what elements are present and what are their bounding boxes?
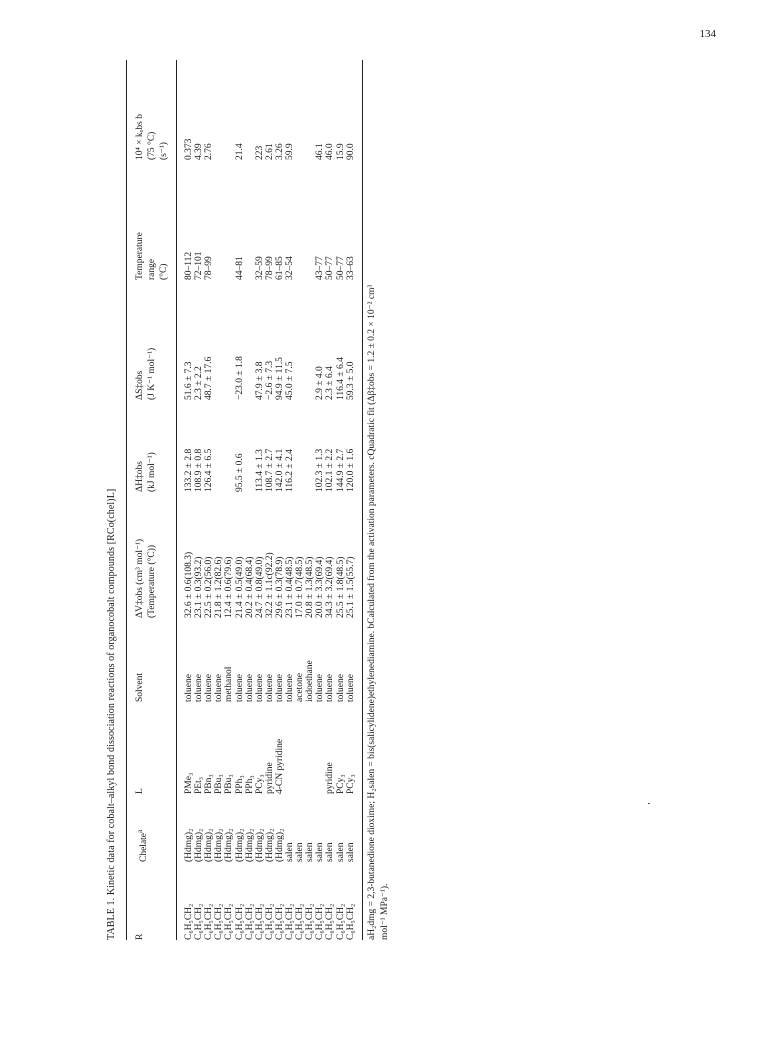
cell-k: 0.373 xyxy=(184,138,194,160)
cell-chelate: (Hdmg)₂ xyxy=(244,828,255,862)
cell-chelate: (Hdmg)₂ xyxy=(234,828,245,862)
cell-solvent: toluene xyxy=(244,674,255,702)
cell-l: PCy₃ xyxy=(335,774,346,794)
cell-l: pyridine xyxy=(325,762,336,794)
cell-chelate: salen xyxy=(295,842,306,862)
cell-dh: 120.0 ± 1.6 xyxy=(345,448,356,492)
cell-temp: 78–99 xyxy=(204,256,215,280)
table-row xyxy=(265,60,275,940)
cell-dv: 21.4 ± 0.5(49.0) xyxy=(234,556,245,618)
cell-l: PBu₃ xyxy=(224,774,235,794)
cell-solvent: toluene xyxy=(194,674,205,702)
cell-r: C₆H₅CH₂ xyxy=(325,903,336,940)
cell-temp: 78–99 xyxy=(264,256,275,280)
cell-dv: 12.4 ± 0.6(79.6) xyxy=(224,556,235,618)
cell-solvent: toluene xyxy=(345,674,356,702)
cell-dv: 20.0 ± 3.3(69.4) xyxy=(315,556,326,618)
cell-ds: 51.6 ± 7.3 xyxy=(184,361,194,400)
cell-solvent: toluene xyxy=(234,674,245,702)
cell-dv: 23.1 ± 0.4(48.5) xyxy=(285,556,295,618)
header-ds: ΔS‡obs (J K⁻¹ mol⁻¹) xyxy=(135,347,157,400)
cell-chelate: (Hdmg)₂ xyxy=(254,828,265,862)
cell-l: PPh₃ xyxy=(244,775,255,794)
cell-k: 46.1 xyxy=(315,143,326,160)
footnote-line-1: aH₂dmg = 2,3-butanedione dioxime; H₂salen = bis(salicylidene)ethylenediamine. bCalculated from the activation parameters. cQuadratic fit (Δβ‡obs = 1.2 ± 0.2 × 10⁻² cm³ xyxy=(367,284,377,940)
table-row xyxy=(285,60,295,940)
page-number: 134 xyxy=(699,28,716,40)
cell-chelate: (Hdmg)₂ xyxy=(204,828,215,862)
cell-r: C₆H₅CH₂ xyxy=(315,903,326,940)
cell-r: C₆H₅CH₂ xyxy=(234,903,245,940)
table-row xyxy=(275,60,285,940)
cell-l: PPh₃ xyxy=(234,775,245,794)
table-row xyxy=(194,60,204,940)
table-row xyxy=(224,60,234,940)
cell-dv: 29.6 ± 0.3(78.9) xyxy=(274,556,285,618)
table-row xyxy=(184,60,194,940)
table-row xyxy=(315,60,325,940)
cell-dh: 126.4 ± 6.5 xyxy=(204,448,215,492)
cell-dh: 108.9 ± 0.8 xyxy=(194,448,205,492)
cell-solvent: toluene xyxy=(264,674,275,702)
cell-temp: 50–77 xyxy=(335,256,346,280)
cell-dv: 20.8 ± 1.3(48.5) xyxy=(305,556,316,618)
cell-r: C₆H₅CH₂ xyxy=(204,903,215,940)
scan-speck xyxy=(648,803,650,804)
cell-ds: 59.3 ± 5.0 xyxy=(345,361,356,400)
cell-dv: 25.5 ± 1.8(48.5) xyxy=(335,556,346,618)
cell-r: C₆H₅CH₂ xyxy=(244,903,255,940)
cell-temp: 72–101 xyxy=(194,251,205,280)
cell-k: 46.0 xyxy=(325,143,336,160)
cell-l: 4-CN pyridine xyxy=(274,738,285,794)
cell-k: 223 xyxy=(254,145,265,160)
header-k: 10⁴ × kₒbs b (75 °C) (s⁻¹) xyxy=(135,114,169,160)
cell-dh: 95.5 ± 0.6 xyxy=(234,453,245,492)
cell-k: 2.76 xyxy=(204,143,215,160)
cell-solvent: toluene xyxy=(274,674,285,702)
cell-chelate: (Hdmg)₂ xyxy=(194,828,205,862)
cell-solvent: toluene xyxy=(335,674,346,702)
header-chelate: Chelate$^a$ xyxy=(136,829,150,862)
cell-r: C₆H₅CH₂ xyxy=(224,903,235,940)
cell-chelate: salen xyxy=(315,842,326,862)
table-row xyxy=(346,60,356,940)
cell-temp: 61–85 xyxy=(274,256,285,280)
cell-ds: 2.9 ± 4.0 xyxy=(315,366,326,400)
cell-dv: 34.3 ± 3.2(69.4) xyxy=(325,556,336,618)
table-row xyxy=(245,60,255,940)
cell-r: C₆H₅CH₂ xyxy=(335,903,346,940)
table-row xyxy=(235,60,245,940)
cell-ds: 94.9 ± 11.5 xyxy=(274,357,285,400)
cell-r: C₆H₅CH₂ xyxy=(254,903,265,940)
cell-dv: 32.2 ± 1.1c(92.2) xyxy=(264,552,275,618)
cell-r: C₆H₅CH₂ xyxy=(345,903,356,940)
cell-dv: 25.1 ± 1.5(55.7) xyxy=(345,556,356,618)
cell-solvent: toluene xyxy=(285,674,295,702)
cell-temp: 32–54 xyxy=(285,256,295,280)
cell-dh: 102.1 ± 2.2 xyxy=(325,448,336,492)
cell-temp: 43–77 xyxy=(315,256,326,280)
cell-k: 90.0 xyxy=(345,143,356,160)
cell-dh: 133.2 ± 2.8 xyxy=(184,448,194,492)
cell-k: 4.39 xyxy=(194,143,205,160)
cell-solvent: toluene xyxy=(254,674,265,702)
cell-l: PBn₃ xyxy=(204,774,215,794)
cell-chelate: salen xyxy=(285,842,295,862)
cell-ds: 45.0 ± 7.5 xyxy=(285,361,295,400)
cell-chelate: (Hdmg)₂ xyxy=(264,828,275,862)
cell-ds: 116.4 ± 6.4 xyxy=(335,357,346,400)
cell-r: C₆H₅CH₂ xyxy=(214,903,225,940)
cell-k: 3.26 xyxy=(274,143,285,160)
table-row xyxy=(214,60,224,940)
cell-l: PMe₃ xyxy=(184,772,194,794)
cell-chelate: (Hdmg)₂ xyxy=(184,828,194,862)
cell-r: C₆H₅CH₂ xyxy=(184,903,194,940)
cell-solvent: toluene xyxy=(325,674,336,702)
cell-k: 21.4 xyxy=(234,143,245,160)
cell-dh: 116.2 ± 2.4 xyxy=(285,449,295,492)
cell-dh: 113.4 ± 1.3 xyxy=(254,449,265,492)
table-row xyxy=(295,60,305,940)
cell-solvent: acetone xyxy=(295,672,306,702)
cell-dv: 24.7 ± 0.8(49.0) xyxy=(254,556,265,618)
header-dh: ΔH‡obs (kJ mol⁻¹) xyxy=(135,452,157,492)
cell-dh: 102.3 ± 1.3 xyxy=(315,448,326,492)
cell-solvent: methanol xyxy=(224,666,235,702)
cell-temp: 80–112 xyxy=(184,251,194,280)
cell-dv: 17.0 ± 0.7(48.5) xyxy=(295,556,306,618)
cell-dh: 142.0 ± 4.1 xyxy=(274,448,285,492)
table-row xyxy=(255,60,265,940)
cell-solvent: toluene xyxy=(204,674,215,702)
cell-chelate: salen xyxy=(325,842,336,862)
cell-dv: 23.1 ± 0.3(93.2) xyxy=(194,556,205,618)
cell-chelate: (Hdmg)₂ xyxy=(274,828,285,862)
cell-r: C₆H₅CH₂ xyxy=(264,903,275,940)
cell-r: C₆H₅CH₂ xyxy=(305,903,316,940)
cell-r: C₆H₅CH₂ xyxy=(295,903,306,940)
cell-chelate: (Hdmg)₂ xyxy=(214,828,225,862)
cell-r: C₆H₅CH₂ xyxy=(194,903,205,940)
cell-solvent: toluene xyxy=(315,674,326,702)
table-row xyxy=(204,60,214,940)
cell-ds: 2.3 ± 2.2 xyxy=(194,366,205,400)
cell-ds: 2.3 ± 6.4 xyxy=(325,366,336,400)
bottom-rule xyxy=(362,60,363,940)
cell-chelate: salen xyxy=(305,842,316,862)
header-temp: Temperature range (°C) xyxy=(135,232,169,280)
table-caption: TABLE 1. Kinetic data for cobalt–alkyl bond dissociation reactions of organocobalt compounds [RCo(chel)L] xyxy=(106,488,117,940)
cell-l: PBu₃ xyxy=(214,774,225,794)
cell-ds: −23.0 ± 1.8 xyxy=(234,356,245,400)
cell-dv: 22.5 ± 0.2(56.0) xyxy=(204,556,215,618)
footnote-line-2: mol⁻¹ MPa⁻¹). xyxy=(380,883,390,940)
cell-temp: 33–63 xyxy=(345,256,356,280)
cell-k: 59.9 xyxy=(285,143,295,160)
cell-chelate: (Hdmg)₂ xyxy=(224,828,235,862)
cell-chelate: salen xyxy=(345,842,356,862)
cell-solvent: toluene xyxy=(184,674,194,702)
cell-ds: 47.9 ± 3.8 xyxy=(254,361,265,400)
cell-dv: 32.6 ± 0.6(108.3) xyxy=(184,551,194,618)
cell-l: PCy₃ xyxy=(254,774,265,794)
cell-dv: 21.8 ± 1.2(82.6) xyxy=(214,556,225,618)
cell-temp: 50–77 xyxy=(325,256,336,280)
top-rule xyxy=(126,60,127,940)
header-r: R xyxy=(135,933,145,940)
cell-chelate: salen xyxy=(335,842,346,862)
cell-ds: 48.7 ± 17.6 xyxy=(204,356,215,400)
cell-r: C₆H₅CH₂ xyxy=(274,903,285,940)
cell-solvent: toluene xyxy=(214,674,225,702)
cell-dh: 144.9 ± 2.7 xyxy=(335,448,346,492)
cell-k: 15.9 xyxy=(335,143,346,160)
table-row xyxy=(325,60,335,940)
cell-solvent: iodoethane xyxy=(305,660,316,702)
rotated-table xyxy=(100,60,450,940)
cell-l: pyridine xyxy=(264,762,275,794)
cell-l: PEt₃ xyxy=(194,776,205,794)
cell-r: C₆H₅CH₂ xyxy=(285,903,295,940)
header-l: L xyxy=(135,788,145,794)
header-solvent: Solvent xyxy=(135,672,145,702)
table-row xyxy=(305,60,315,940)
cell-l: PCy₃ xyxy=(345,774,356,794)
cell-temp: 44–81 xyxy=(234,256,245,280)
cell-dv: 20.2 ± 0.4(68.4) xyxy=(244,556,255,618)
cell-dh: 108.7 ± 2.7 xyxy=(264,448,275,492)
table-row xyxy=(336,60,346,940)
cell-ds: −2.6 ± 7.3 xyxy=(264,360,275,400)
header-dv: ΔV‡obs (cm³ mol⁻¹) (Temperature (°C)) xyxy=(135,538,157,618)
header-rule xyxy=(176,60,177,940)
cell-k: 2.61 xyxy=(264,143,275,160)
cell-temp: 32–59 xyxy=(254,256,265,280)
